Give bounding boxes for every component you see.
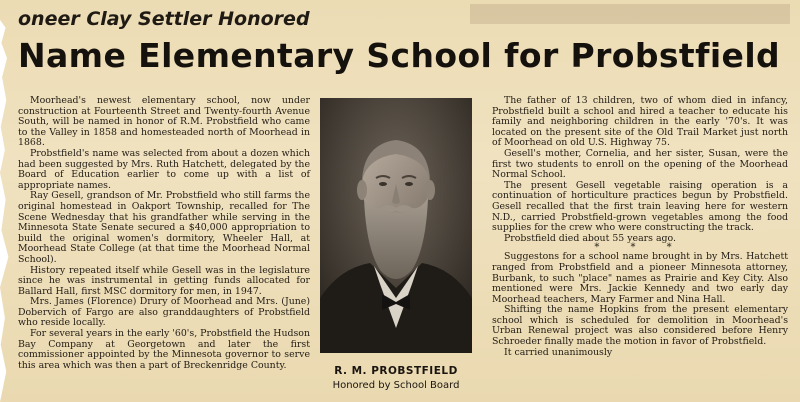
paragraph: The present Gesell vegetable raising operation is a continuation of horticulture practices begun by Probstfield. Gesell recalled that the first train leaving here for western N.D., carried Probstfield-grown vegetables among the food supplies for the crew who were constructing the track. xyxy=(492,179,788,234)
paragraph: For several years in the early '60's, Probstfield the Hudson Bay Company at Georgetown and later the first commissioner appointed by the Minnesota governor to serve this area which was then a part of Breckenridge County. xyxy=(18,328,310,371)
paragraph: Gesell's mother, Cornelia, and her sister, Susan, were the first two students to enroll on the opening of the Moorhead Normal School. xyxy=(492,147,788,181)
paragraph: Probstfield died about 55 years ago. xyxy=(504,232,677,244)
paragraph: Moorhead's newest elementary school, now under construction at Fourteenth Street and Twenty-fourth Avenue South, will be named in honor of R.M. Probstfield who came to the Valley in 1858 and homesteaded north of Moorhead in 1868. xyxy=(18,95,310,149)
paragraph: Suggestons for a school name brought in by Mrs. Hatchett ranged from Probstfield and a pioneer Minnesota attorney, Burbank, to such "place" names as Prairie and Key City. Also mentioned were Mrs. Jackie Kennedy and two early day Moorhead teachers, Mary Farmer and Nina Hall. xyxy=(492,251,788,305)
paragraph: Mrs. James (Florence) Drury of Moorhead and Mrs. (June) Dobervich of Fargo are also granddaughters of Probstfield who reside locally. xyxy=(18,296,310,329)
photo-caption-name: R. M. PROBSTFIELD xyxy=(334,365,458,377)
paragraph: Shifting the name Hopkins from the present elementary school which is scheduled for demolition in Moorhead's Urban Renewal project was also considered before Henry Schroeder finally made the motion in favor of Probstfield. xyxy=(492,304,788,348)
paragraph: It carried unanimously xyxy=(504,346,613,358)
bleed-through-text xyxy=(470,4,790,24)
kicker-headline: oneer Clay Settler Honored xyxy=(18,8,310,30)
photo-caption-subtitle: Honored by School Board xyxy=(332,380,460,391)
paragraph: History repeated itself while Gesell was in the legislature since he was instrumental in getting funds allocated for Ballard Hall, first MSC dormitory for men, in 1947. xyxy=(18,264,310,297)
paragraph: Ray Gesell, grandson of Mr. Probstfield who still farms the original homestead in Oakport Township, recalled for The Scene Wednesday that his grandfather while serving in the Minnesota State Senate secured a $40,000 appropriation to build the original women's dormitory, Wheeler Hall, at Moorhead State College (at that time the Moorhead Normal School). xyxy=(18,190,310,265)
torn-edge xyxy=(0,20,14,402)
portrait-photo xyxy=(320,98,472,353)
section-divider-stars: * * * xyxy=(594,242,686,254)
portrait-figure xyxy=(320,98,472,402)
article-column-left xyxy=(18,96,310,371)
article-column-right xyxy=(492,96,788,358)
main-headline: Name Elementary School for Probstfield xyxy=(18,36,781,75)
paragraph: Probstfield's name was selected from about a dozen which had been suggested by Mrs. Ruth Hatchett, delegated by the Board of Education earlier to come up with a list of appropriate names. xyxy=(18,147,310,191)
paragraph: The father of 13 children, two of whom died in infancy, Probstfield built a school and hired a teacher to educate his family and neighboring children in the early '70's. It was located on the present site of the Old Trail Market just north of Moorhead on old U.S. Highway 75. xyxy=(492,95,788,149)
